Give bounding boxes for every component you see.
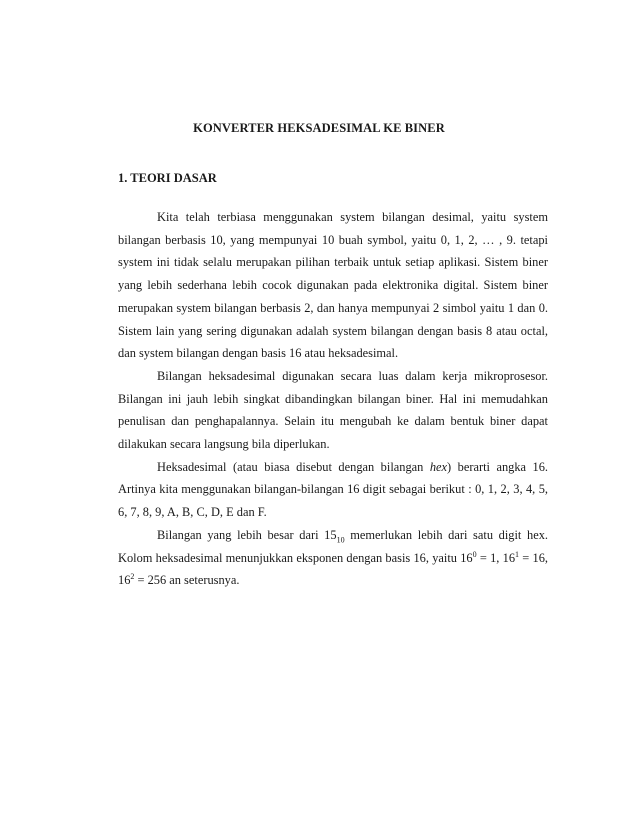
paragraph-text: ) berarti angka 16. Artinya kita menggunakan bilangan-bilangan 16 digit sebagai berikut : 0, 1, 2, 3, 4, 5, 6, 7, 8, 9, A, B, C, D, E dan F.	[118, 459, 548, 520]
paragraph-text: Bilangan yang lebih besar dari 15	[157, 527, 337, 542]
paragraph-text: Heksadesimal (atau biasa disebut dengan bilangan	[157, 459, 430, 474]
emphasis-hex: hex	[429, 459, 448, 474]
paragraph-decimal-binary: Kita telah terbiasa menggunakan system bilangan desimal, yaitu system bilangan berbasis 10, yang mempunyai 10 buah symbol, yaitu 0, 1, 2, … , 9. tetapi system ini tidak selalu merupakan pilihan terbaik untuk setiap aplikasi. Sistem biner yang lebih sederhana lebih cocok digunakan pada elektronika digital. Sistem biner merupakan system bilangan berbasis 2, dan hanya mempunyai 2 simbol yaitu 1 dan 0. Sistem lain yang sering digunakan adalah system bilangan dengan basis 8 atau octal, dan system bilangan dengan basis 16 atau heksadesimal.	[118, 210, 548, 361]
section-heading: 1. TEORI DASAR	[118, 171, 217, 185]
paragraph-text: = 16, 16	[118, 550, 549, 588]
paragraph-text: memerlukan lebih dari satu digit hex. Kolom heksadesimal menunjukkan eksponen dengan basis 16, yaitu 16	[118, 527, 548, 565]
paragraph-hex-usage: Bilangan heksadesimal digunakan secara luas dalam kerja mikroprosesor. Bilangan ini jauh lebih singkat dibandingkan bilangan biner. Hal ini memudahkan penulisan dan penghapalannya. Selain itu mengubah ke dalam bentuk biner dapat dilakukan secara langsung bila diperlukan.	[118, 368, 548, 452]
subscript-base: 10	[336, 535, 345, 545]
superscript-exponent: 0	[472, 549, 477, 559]
document-title: KONVERTER HEKSADESIMAL KE BINER	[193, 121, 445, 135]
paragraph-hex-digits	[118, 456, 548, 524]
superscript-exponent: 2	[130, 572, 135, 582]
paragraph-text: = 1, 16	[476, 550, 516, 565]
body-text	[118, 206, 548, 592]
paragraph-hex-exponents	[118, 524, 548, 592]
paragraph-text: = 256 an seterusnya.	[134, 573, 240, 588]
superscript-exponent: 1	[515, 549, 520, 559]
